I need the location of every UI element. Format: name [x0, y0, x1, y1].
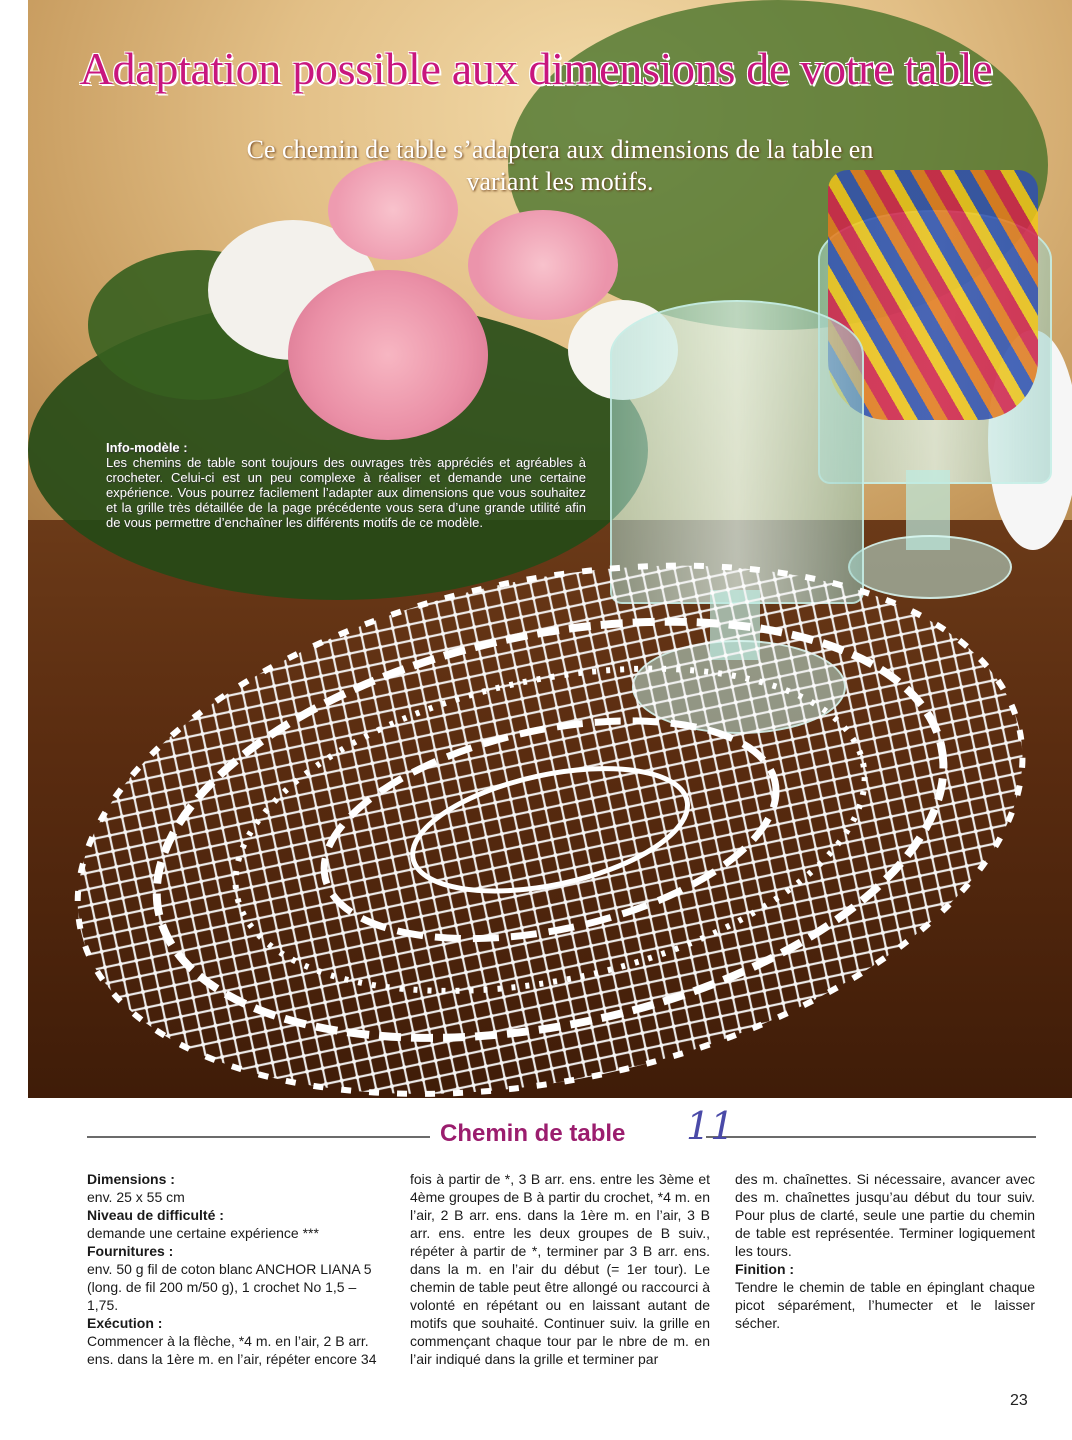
execution-label: Exécution : — [87, 1315, 163, 1331]
dimensions-value: env. 25 x 55 cm — [87, 1189, 185, 1205]
subhead-line-1: Ce chemin de table s’adaptera aux dimensions de la table en — [246, 135, 874, 164]
supplies-value: env. 50 g fil de coton blanc ANCHOR LIANA 5 (long. de fil 200 m/50 g), 1 crochet No 1,5 – 1,75. — [87, 1261, 372, 1313]
dimensions-label: Dimensions : — [87, 1171, 175, 1187]
difficulty-label: Niveau de difficulté : — [87, 1207, 224, 1223]
title-rule-left — [87, 1136, 430, 1138]
info-title: Info-modèle : — [106, 440, 188, 455]
instructions-column-1 — [87, 1170, 387, 1368]
info-text: Les chemins de table sont toujours des ouvrages très appréciés et agréables à crocheter. Celui-ci est un peu complexe à réaliser et demande une certaine expérience. Vous pourrez facilement l’adapter aux dimensions que vous souhaitez et la grille très détaillée de la page précédente vous sera d’une grande utilité afin de vous permettre d’enchaîner les différents motifs de ce modèle. — [106, 455, 586, 530]
finish-label: Finition : — [735, 1261, 795, 1277]
column-2-text: fois à partir de *, 3 B arr. ens. entre les 3ème et 4ème groupes de B à partir du crochet, *4 m. en l’air, 2 B arr. ens. dans la 1ère m. en l’air, 3 B arr. ens. entre les deux groupes de B suiv., répéter à partir de *, terminer par 3 B arr. ens. dans la m. en l’air du début (= 1er tour). Le chemin de table peut être allongé ou raccourci à volonté en répétant ou en laissant autant de motifs que souhaité. Continuer suiv. la grille en commençant chaque tour par le nbre de m. en l’air indiqué dans la grille et terminer par — [410, 1171, 710, 1367]
instructions-column-3 — [735, 1170, 1035, 1332]
supplies-label: Fournitures : — [87, 1243, 174, 1259]
instructions-column-2 — [410, 1170, 710, 1368]
column-3-text: des m. chaînettes. Si nécessaire, avancer avec des m. chaînettes jusqu’au début du tour suiv. Pour plus de clarté, seule une partie du chemin de table est représentée. Terminer logiquement les tours. — [735, 1171, 1035, 1259]
article-title: Chemin de table — [440, 1120, 626, 1147]
page-headline: Adaptation possible aux dimensions de votre table — [79, 43, 993, 94]
execution-value: Commencer à la flèche, *4 m. en l’air, 2 B arr. ens. dans la 1ère m. en l’air, répéter encore 34 — [87, 1333, 377, 1367]
page-number: 23 — [1010, 1392, 1028, 1409]
subhead-line-2: variant les motifs. — [466, 167, 654, 196]
page-subhead — [130, 134, 990, 198]
difficulty-value: demande une certaine expérience *** — [87, 1225, 319, 1241]
finish-value: Tendre le chemin de table en épinglant chaque picot séparément, l’humecter et le laisser sécher. — [735, 1279, 1035, 1331]
info-box — [106, 440, 586, 530]
title-rule-right — [706, 1136, 1036, 1138]
handwritten-mark: 11 — [686, 1104, 735, 1148]
